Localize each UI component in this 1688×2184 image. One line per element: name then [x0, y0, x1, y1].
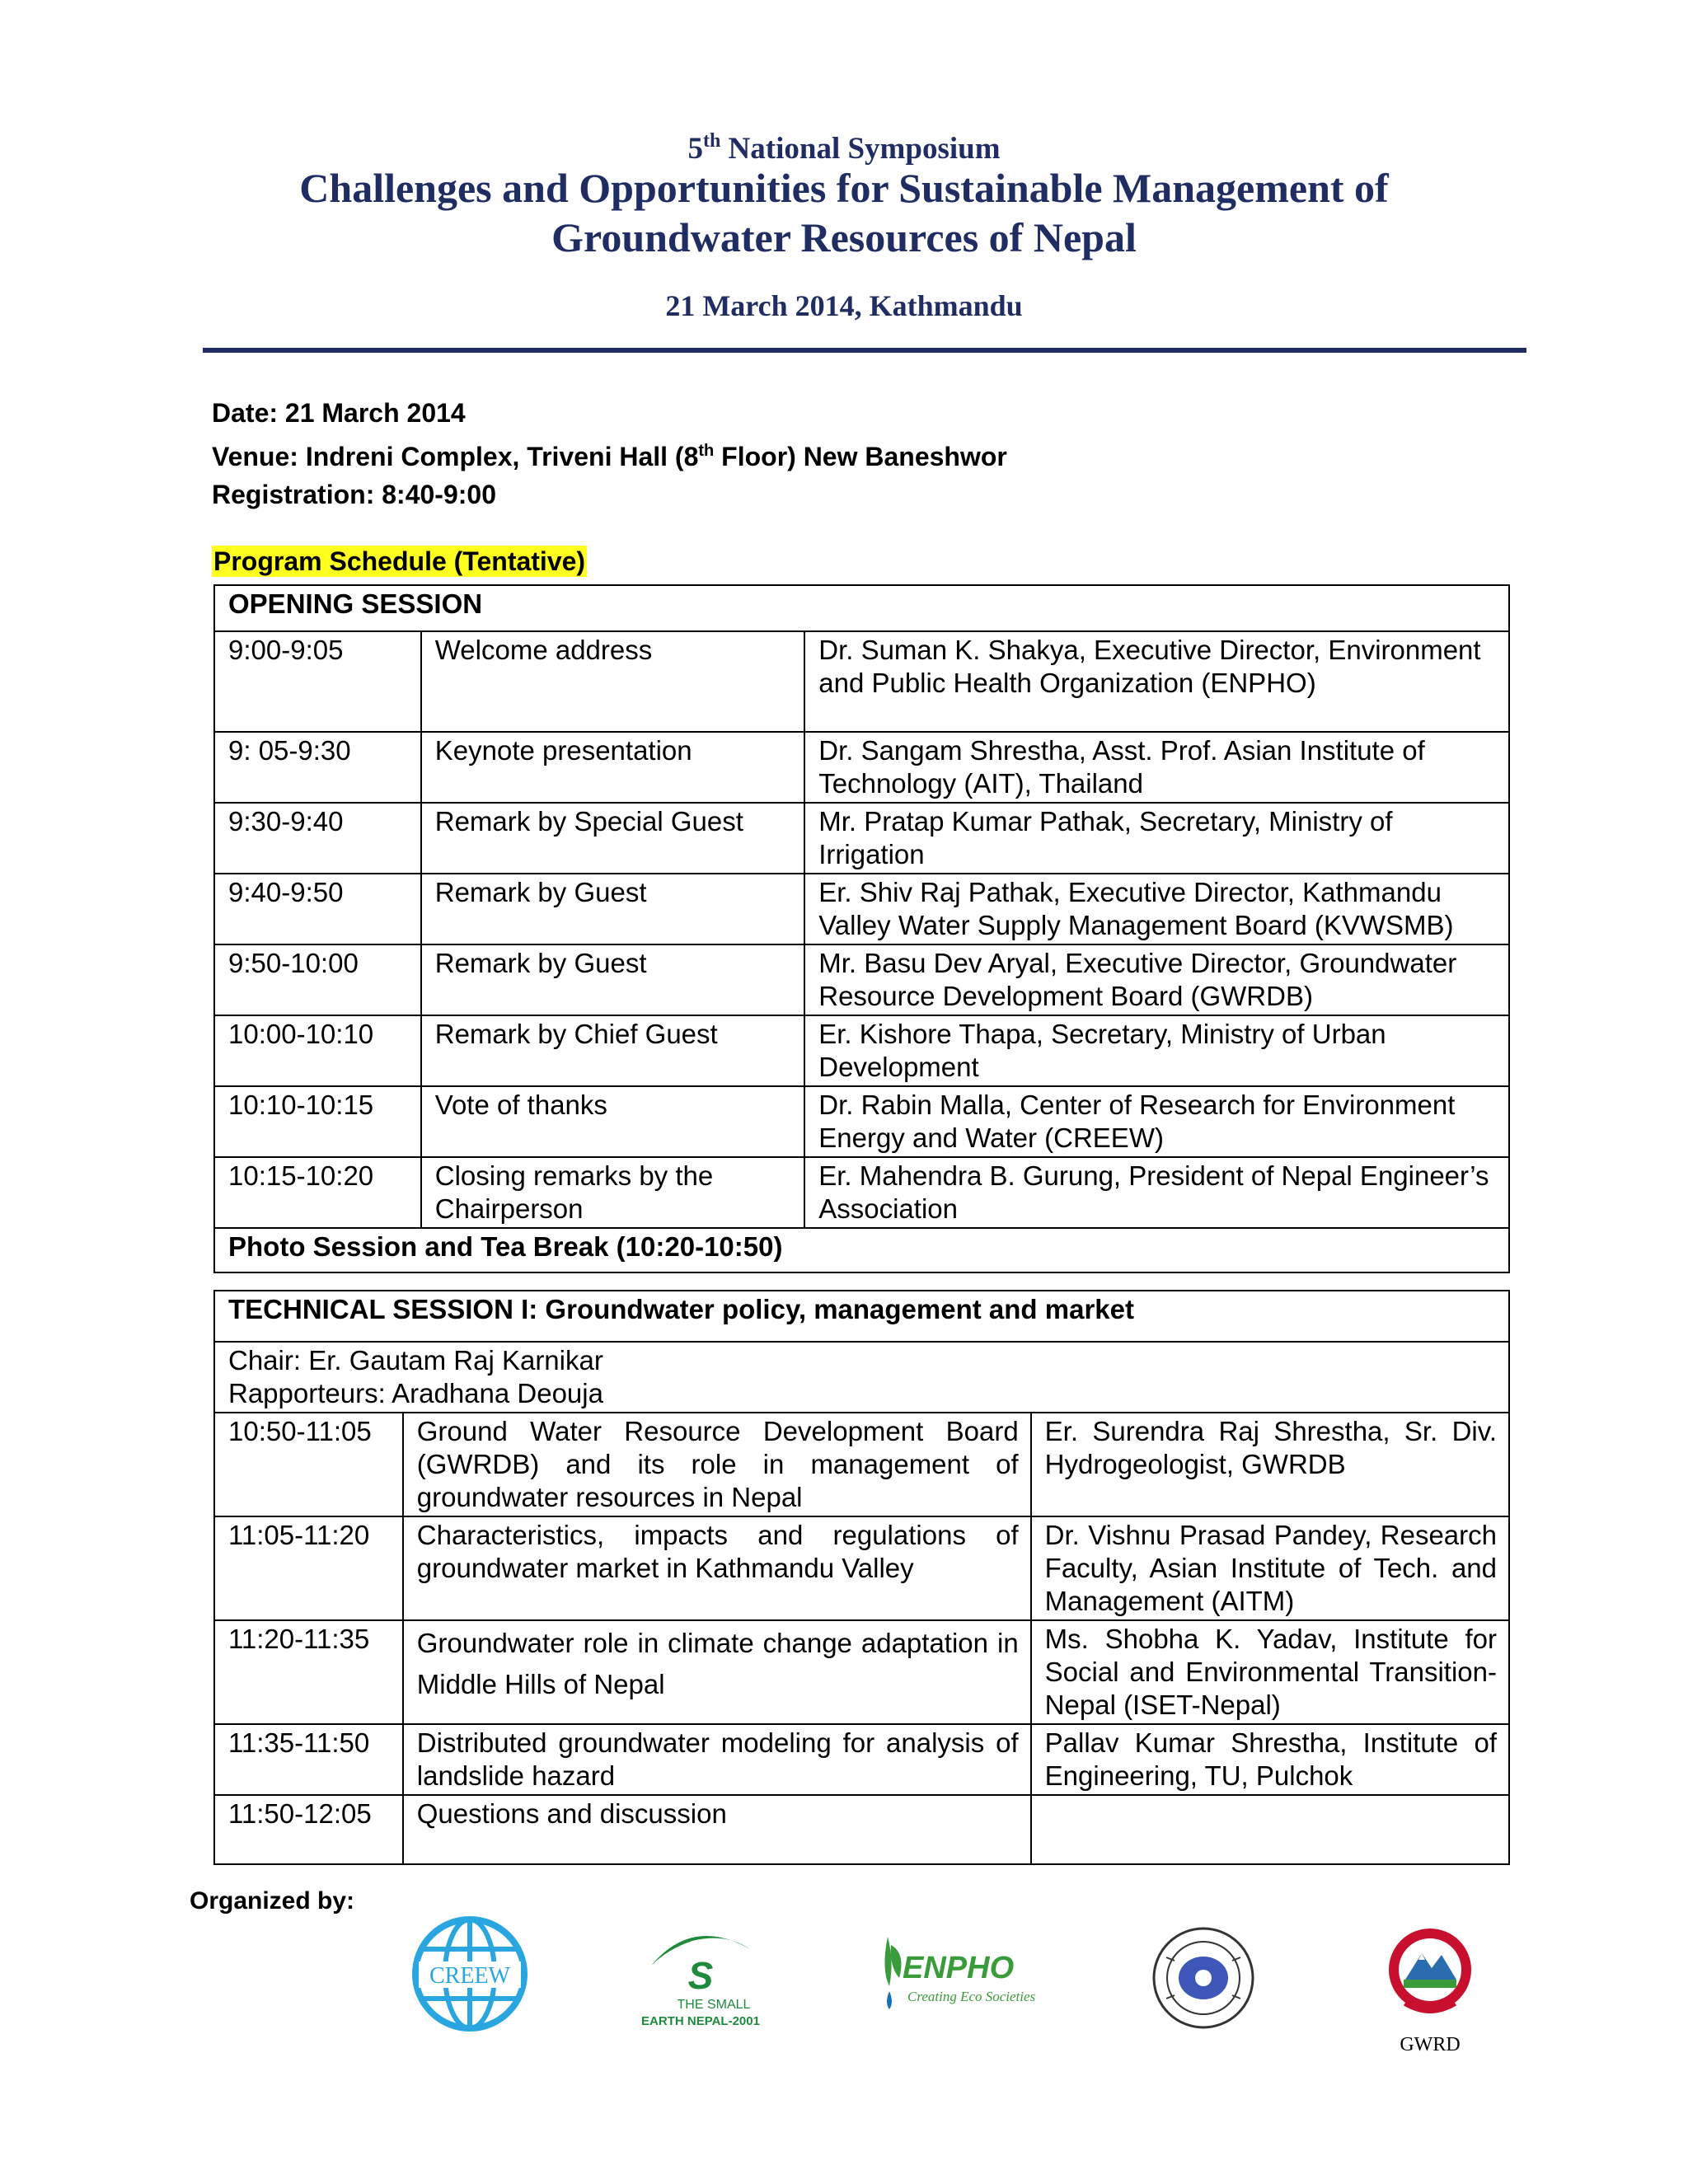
opening-session-table: [213, 584, 1510, 1273]
opening-session-title: OPENING SESSION: [214, 585, 1509, 631]
row-item: Remark by Guest: [421, 874, 804, 944]
row-speaker: Dr. Suman K. Shakya, Executive Director, Environment and Public Health Organization (ENPHO): [804, 631, 1509, 732]
gwrd-logo-label: GWRD: [1400, 2034, 1461, 2055]
row-item: Remark by Guest: [421, 944, 804, 1015]
table-row: [214, 1086, 1509, 1157]
row-item: Closing remarks by the Chairperson: [421, 1157, 804, 1228]
row-time: 11:50-12:05: [214, 1795, 403, 1864]
row-time: 9:30-9:40: [214, 803, 421, 874]
row-time: 10:50-11:05: [214, 1413, 403, 1516]
row-time: 10:15-10:20: [214, 1157, 421, 1228]
row-item: Remark by Chief Guest: [421, 1015, 804, 1086]
event-date-place: 21 March 2014, Kathmandu: [665, 289, 1023, 322]
sen-logo-line2: EARTH NEPAL-2001: [641, 2014, 760, 2028]
title-line-1: Challenges and Opportunities for Sustainable Management of: [299, 165, 1389, 211]
session-rapporteurs: Rapporteurs: Aradhana Deouja: [228, 1378, 603, 1408]
row-item: Keynote presentation: [421, 732, 804, 803]
sen-logo-line1: THE SMALL: [677, 1998, 751, 2012]
header-divider: [203, 348, 1526, 353]
row-time: 11:35-11:50: [214, 1724, 403, 1795]
row-item: Welcome address: [421, 631, 804, 732]
gwrdb-seal-logo: [1150, 1924, 1257, 2032]
document-title: [0, 163, 1688, 262]
table-row: [214, 1724, 1509, 1795]
table-row: [214, 1015, 1509, 1086]
row-speaker: Mr. Basu Dev Aryal, Executive Director, Groundwater Resource Development Board (GWRDB): [804, 944, 1509, 1015]
meta-registration: Registration: 8:40-9:00: [212, 480, 496, 509]
row-time: 10:00-10:10: [214, 1015, 421, 1086]
row-topic: Questions and discussion: [403, 1795, 1031, 1864]
organized-by-label: Organized by:: [190, 1887, 355, 1915]
row-speaker: Ms. Shobha K. Yadav, Institute for Social and Environmental Transition-Nepal (ISET-Nepal): [1031, 1620, 1509, 1724]
row-time: 10:10-10:15: [214, 1086, 421, 1157]
technical-session-title: TECHNICAL SESSION I: Groundwater policy, management and market: [214, 1291, 1509, 1342]
table-row: [214, 1157, 1509, 1228]
table-row: [214, 1413, 1509, 1516]
row-time: 9: 05-9:30: [214, 732, 421, 803]
table-row: [214, 1620, 1509, 1724]
row-speaker: Pallav Kumar Shrestha, Institute of Engineering, TU, Pulchok: [1031, 1724, 1509, 1795]
session-chair-rapporteurs: [214, 1342, 1509, 1413]
table-row: [214, 944, 1509, 1015]
event-meta: [212, 394, 1007, 513]
table-row: [214, 732, 1509, 803]
meta-venue: Venue: Indreni Complex, Triveni Hall (8th Floor) New Baneshwor: [212, 442, 1007, 471]
row-speaker: Er. Surendra Raj Shrestha, Sr. Div. Hydrogeologist, GWRDB: [1031, 1413, 1509, 1516]
row-time: 11:20-11:35: [214, 1620, 403, 1724]
opening-session-footer: Photo Session and Tea Break (10:20-10:50): [214, 1228, 1509, 1272]
table-row: [214, 803, 1509, 874]
technical-session-table: [213, 1290, 1510, 1865]
row-time: 11:05-11:20: [214, 1516, 403, 1620]
table-row: [214, 1516, 1509, 1620]
row-speaker: Dr. Rabin Malla, Center of Research for Environment Energy and Water (CREEW): [804, 1086, 1509, 1157]
row-item: Vote of thanks: [421, 1086, 804, 1157]
creew-logo: [404, 1916, 536, 2032]
row-speaker: Er. Mahendra B. Gurung, President of Nepal Engineer’s Association: [804, 1157, 1509, 1228]
svg-text:S: S: [687, 1954, 714, 1997]
meta-date: Date: 21 March 2014: [212, 398, 466, 428]
row-speaker: Er. Shiv Raj Pathak, Executive Director, Kathmandu Valley Water Supply Management Board (KVWSMB): [804, 874, 1509, 944]
row-speaker: Dr. Sangam Shrestha, Asst. Prof. Asian Institute of Technology (AIT), Thailand: [804, 732, 1509, 803]
small-earth-nepal-logo: [635, 1916, 767, 2032]
enpho-logo-tagline: Creating Eco Societies: [907, 1989, 1036, 2004]
session-chair: Chair: Er. Gautam Raj Karnikar: [228, 1345, 603, 1376]
table-row: [214, 631, 1509, 732]
enpho-logo: [870, 1920, 1059, 2019]
row-topic: Groundwater role in climate change adaptation in Middle Hills of Nepal: [403, 1620, 1031, 1724]
row-topic: Characteristics, impacts and regulations of groundwater market in Kathmandu Valley: [403, 1516, 1031, 1620]
table-row: [214, 874, 1509, 944]
creew-logo-text: CREEW: [429, 1963, 510, 1989]
enpho-logo-text: ENPHO: [903, 1951, 1015, 1985]
row-speaker: [1031, 1795, 1509, 1864]
row-time: 9:40-9:50: [214, 874, 421, 944]
row-time: 9:00-9:05: [214, 631, 421, 732]
program-schedule-label: Program Schedule (Tentative): [213, 546, 586, 576]
row-topic: Distributed groundwater modeling for analysis of landslide hazard: [403, 1724, 1031, 1795]
row-speaker: Dr. Vishnu Prasad Pandey, Research Faculty, Asian Institute of Tech. and Management (AITM): [1031, 1516, 1509, 1620]
title-line-2: Groundwater Resources of Nepal: [551, 214, 1137, 260]
row-speaker: Mr. Pratap Kumar Pathak, Secretary, Ministry of Irrigation: [804, 803, 1509, 874]
row-item: Remark by Special Guest: [421, 803, 804, 874]
table-row: [214, 1795, 1509, 1864]
symposium-number: 5th National Symposium: [687, 130, 1001, 166]
row-time: 9:50-10:00: [214, 944, 421, 1015]
row-topic: Ground Water Resource Development Board (GWRDB) and its role in management of groundwater resources in Nepal: [403, 1413, 1031, 1516]
row-speaker: Er. Kishore Thapa, Secretary, Ministry of Urban Development: [804, 1015, 1509, 1086]
gwrd-emblem-logo: [1381, 1920, 1479, 2027]
